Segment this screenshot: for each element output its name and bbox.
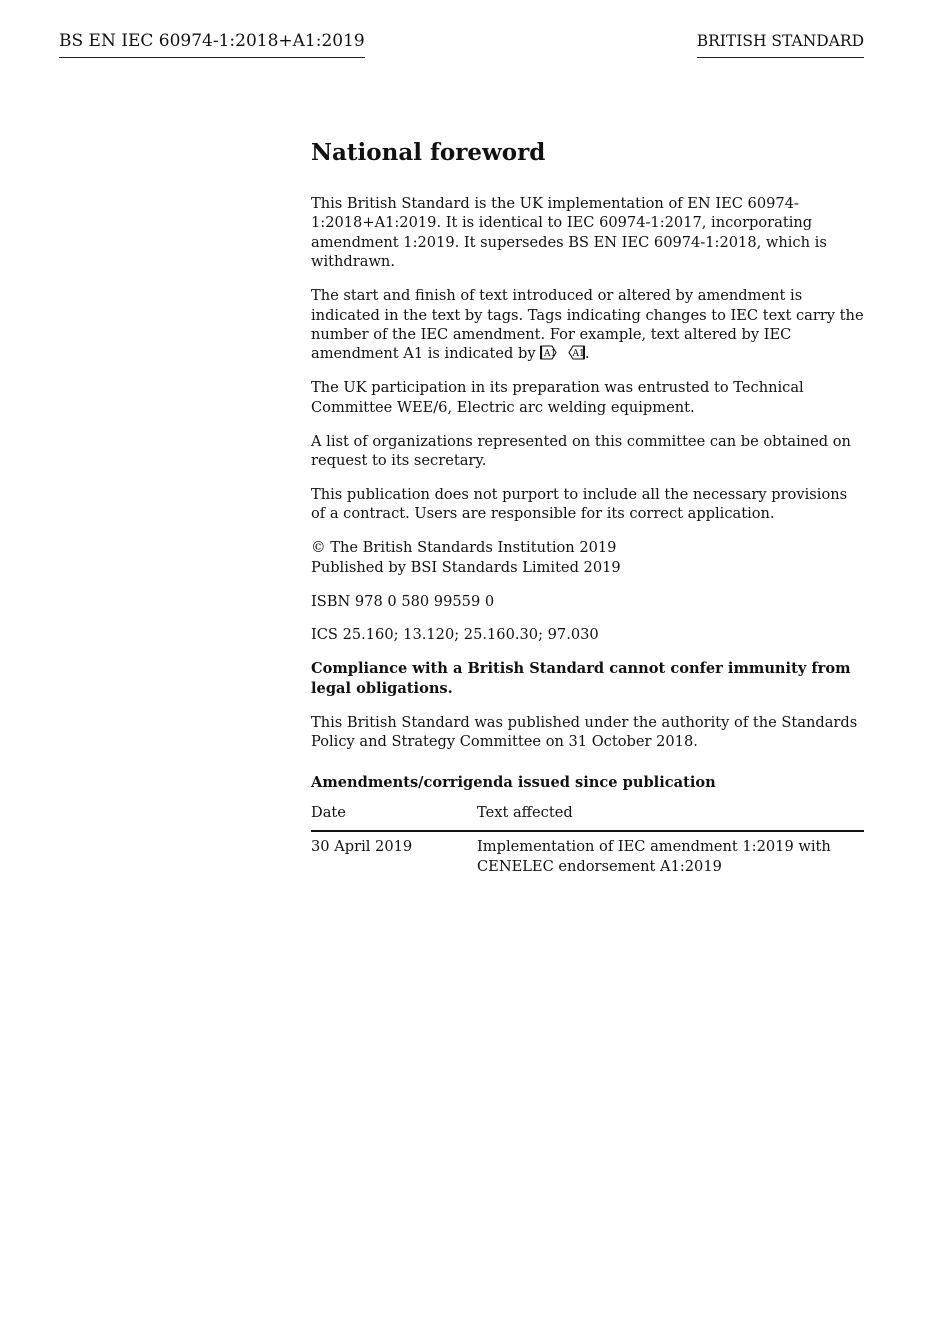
- paragraph-amendment-tags: [311, 286, 864, 364]
- isbn-line: ISBN 978 0 580 99559 0: [311, 592, 495, 610]
- publisher-line: Published by BSI Standards Limited 2019: [311, 558, 621, 576]
- amendment-open-tag-label: A1: [544, 349, 557, 360]
- paragraph-committee: The UK participation in its preparation was entrusted to Technical Committee WEE/6, Electric arc welding equipment.: [311, 379, 804, 416]
- paragraph-organizations: A list of organizations represented on this committee can be obtained on request to its secretary.: [311, 432, 851, 469]
- copyright-block: [311, 538, 864, 577]
- paragraph-implementation: This British Standard is the UK implementation of EN IEC 60974-1:2018+A1:2019. It is identical to IEC 60974-1:2017, incorporating amendment 1:2019. It supersedes BS EN IEC 60974-1:2018, which is withdrawn.: [311, 195, 827, 271]
- copyright-line: © The British Standards Institution 2019: [311, 539, 617, 557]
- amendment-open-tag-icon: [540, 345, 560, 360]
- amendment-text-cell: Implementation of IEC amendment 1:2019 with CENELEC endorsement A1:2019: [477, 838, 831, 875]
- page-title: National foreword: [311, 139, 546, 166]
- amendment-close-tag-icon: [565, 345, 585, 360]
- compliance-statement: Compliance with a British Standard cannot confer immunity from legal obligations.: [311, 660, 851, 697]
- running-header-series: BRITISH STANDARD: [697, 31, 864, 58]
- amendment-tags-period: .: [584, 345, 590, 363]
- amendment-tags-text: The start and finish of text introduced or altered by amendment is indicated in the text by tags. Tags indicating changes to IEC text carry the number of the IEC amendment. For example, text altered by IEC amendment A1 is indicated by: [311, 287, 864, 363]
- column-header-text-affected: Text affected: [477, 803, 864, 831]
- running-header-document-id: BS EN IEC 60974-1:2018+A1:2019: [59, 30, 365, 58]
- ics-line: ICS 25.160; 13.120; 25.160.30; 97.030: [311, 626, 599, 644]
- national-foreword-section: [311, 136, 864, 876]
- amendments-table-header-row: [311, 803, 864, 831]
- paragraph-contract: This publication does not purport to include all the necessary provisions of a contract. Users are responsible for its correct application.: [311, 485, 848, 523]
- amendment-close-tag-label: A1: [572, 349, 585, 360]
- table-row: [311, 831, 864, 876]
- paragraph-authority: This British Standard was published under the authority of the Standards Policy and Strategy Committee on 31 October 2018.: [311, 713, 858, 751]
- amendment-date-cell: 30 April 2019: [311, 838, 413, 856]
- amendments-table: [311, 803, 864, 876]
- column-header-date: Date: [311, 803, 477, 831]
- amendments-heading: Amendments/corrigenda issued since publication: [311, 774, 716, 792]
